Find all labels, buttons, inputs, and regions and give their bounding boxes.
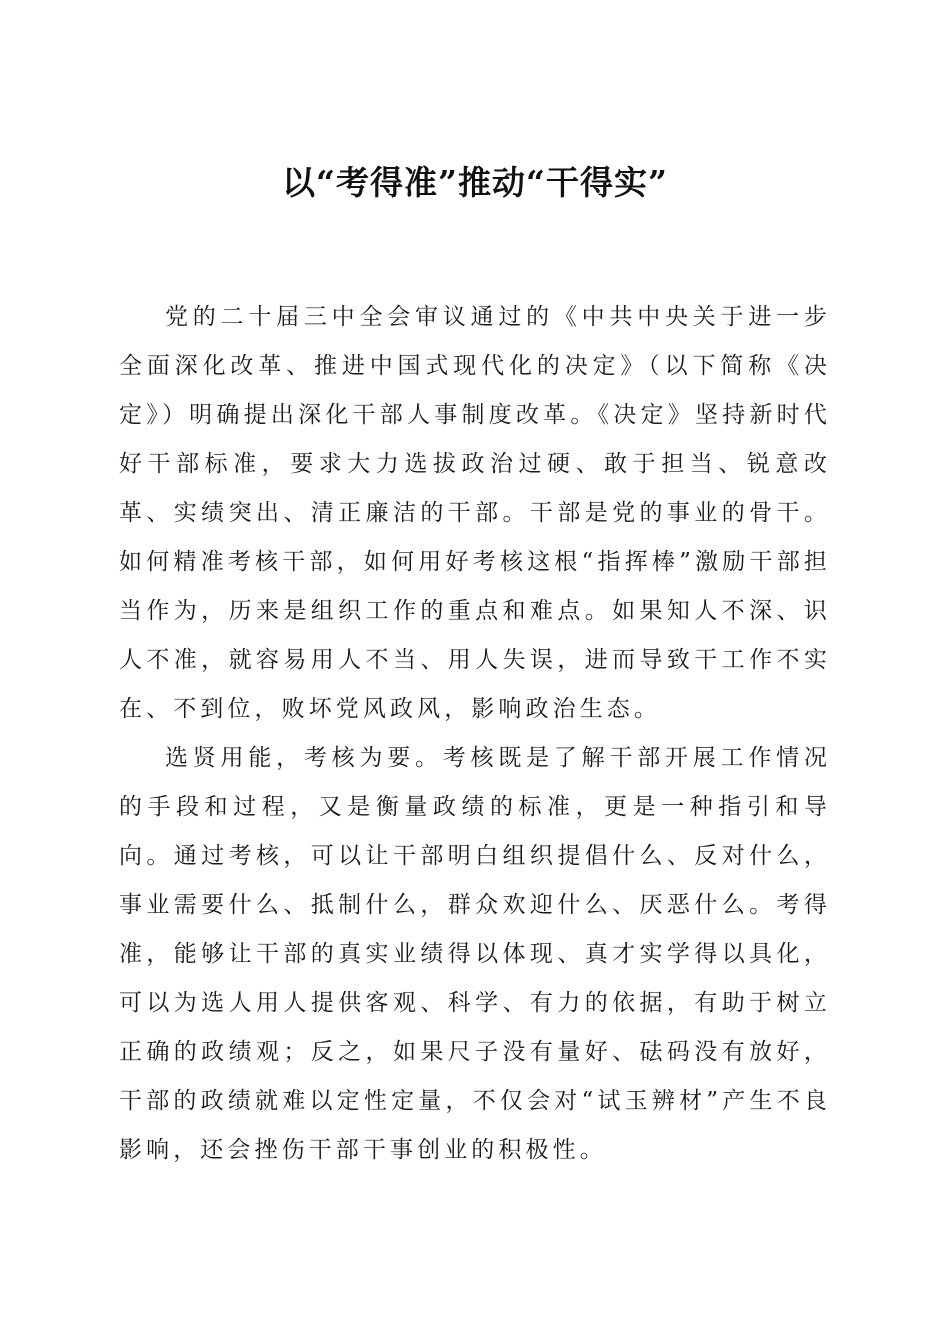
paragraph-1: 党的二十届三中全会审议通过的《中共中央关于进一步全面深化改革、推进中国式现代化的决定》（以下简称《决定》）明确提出深化干部人事制度改革。《决定》坚持新时代好干部标准，要求大力选拔政治过硬、敢于担当、锐意改革、实绩突出、清正廉洁的干部。干部是党的事业的骨干。如何精准考核干部，如何用好考核这根“指挥棒”激励干部担当作为，历来是组织工作的重点和难点。如果知人不深、识人不准，就容易用人不当、用人失误，进而导致干工作不实在、不到位，败坏党风政风，影响政治生态。 bbox=[119, 304, 831, 722]
document-title: 以“考得准”推动“干得实” bbox=[282, 163, 668, 202]
paragraph-2: 选贤用能，考核为要。考核既是了解干部开展工作情况的手段和过程，又是衡量政绩的标准，更是一种指引和导向。通过考核，可以让干部明白组织提倡什么、反对什么，事业需要什么、抵制什么，群众欢迎什么、厌恶什么。考得准，能够让干部的真实业绩得以体现、真才实学得以具化，可以为选人用人提供客观、科学、有力的依据，有助于树立正确的政绩观；反之，如果尺子没有量好、砝码没有放好，干部的政绩就难以定性定量，不仅会对“试玉辨材”产生不良影响，还会挫伤干部干事创业的积极性。 bbox=[119, 745, 831, 1163]
document-body bbox=[119, 293, 831, 1175]
